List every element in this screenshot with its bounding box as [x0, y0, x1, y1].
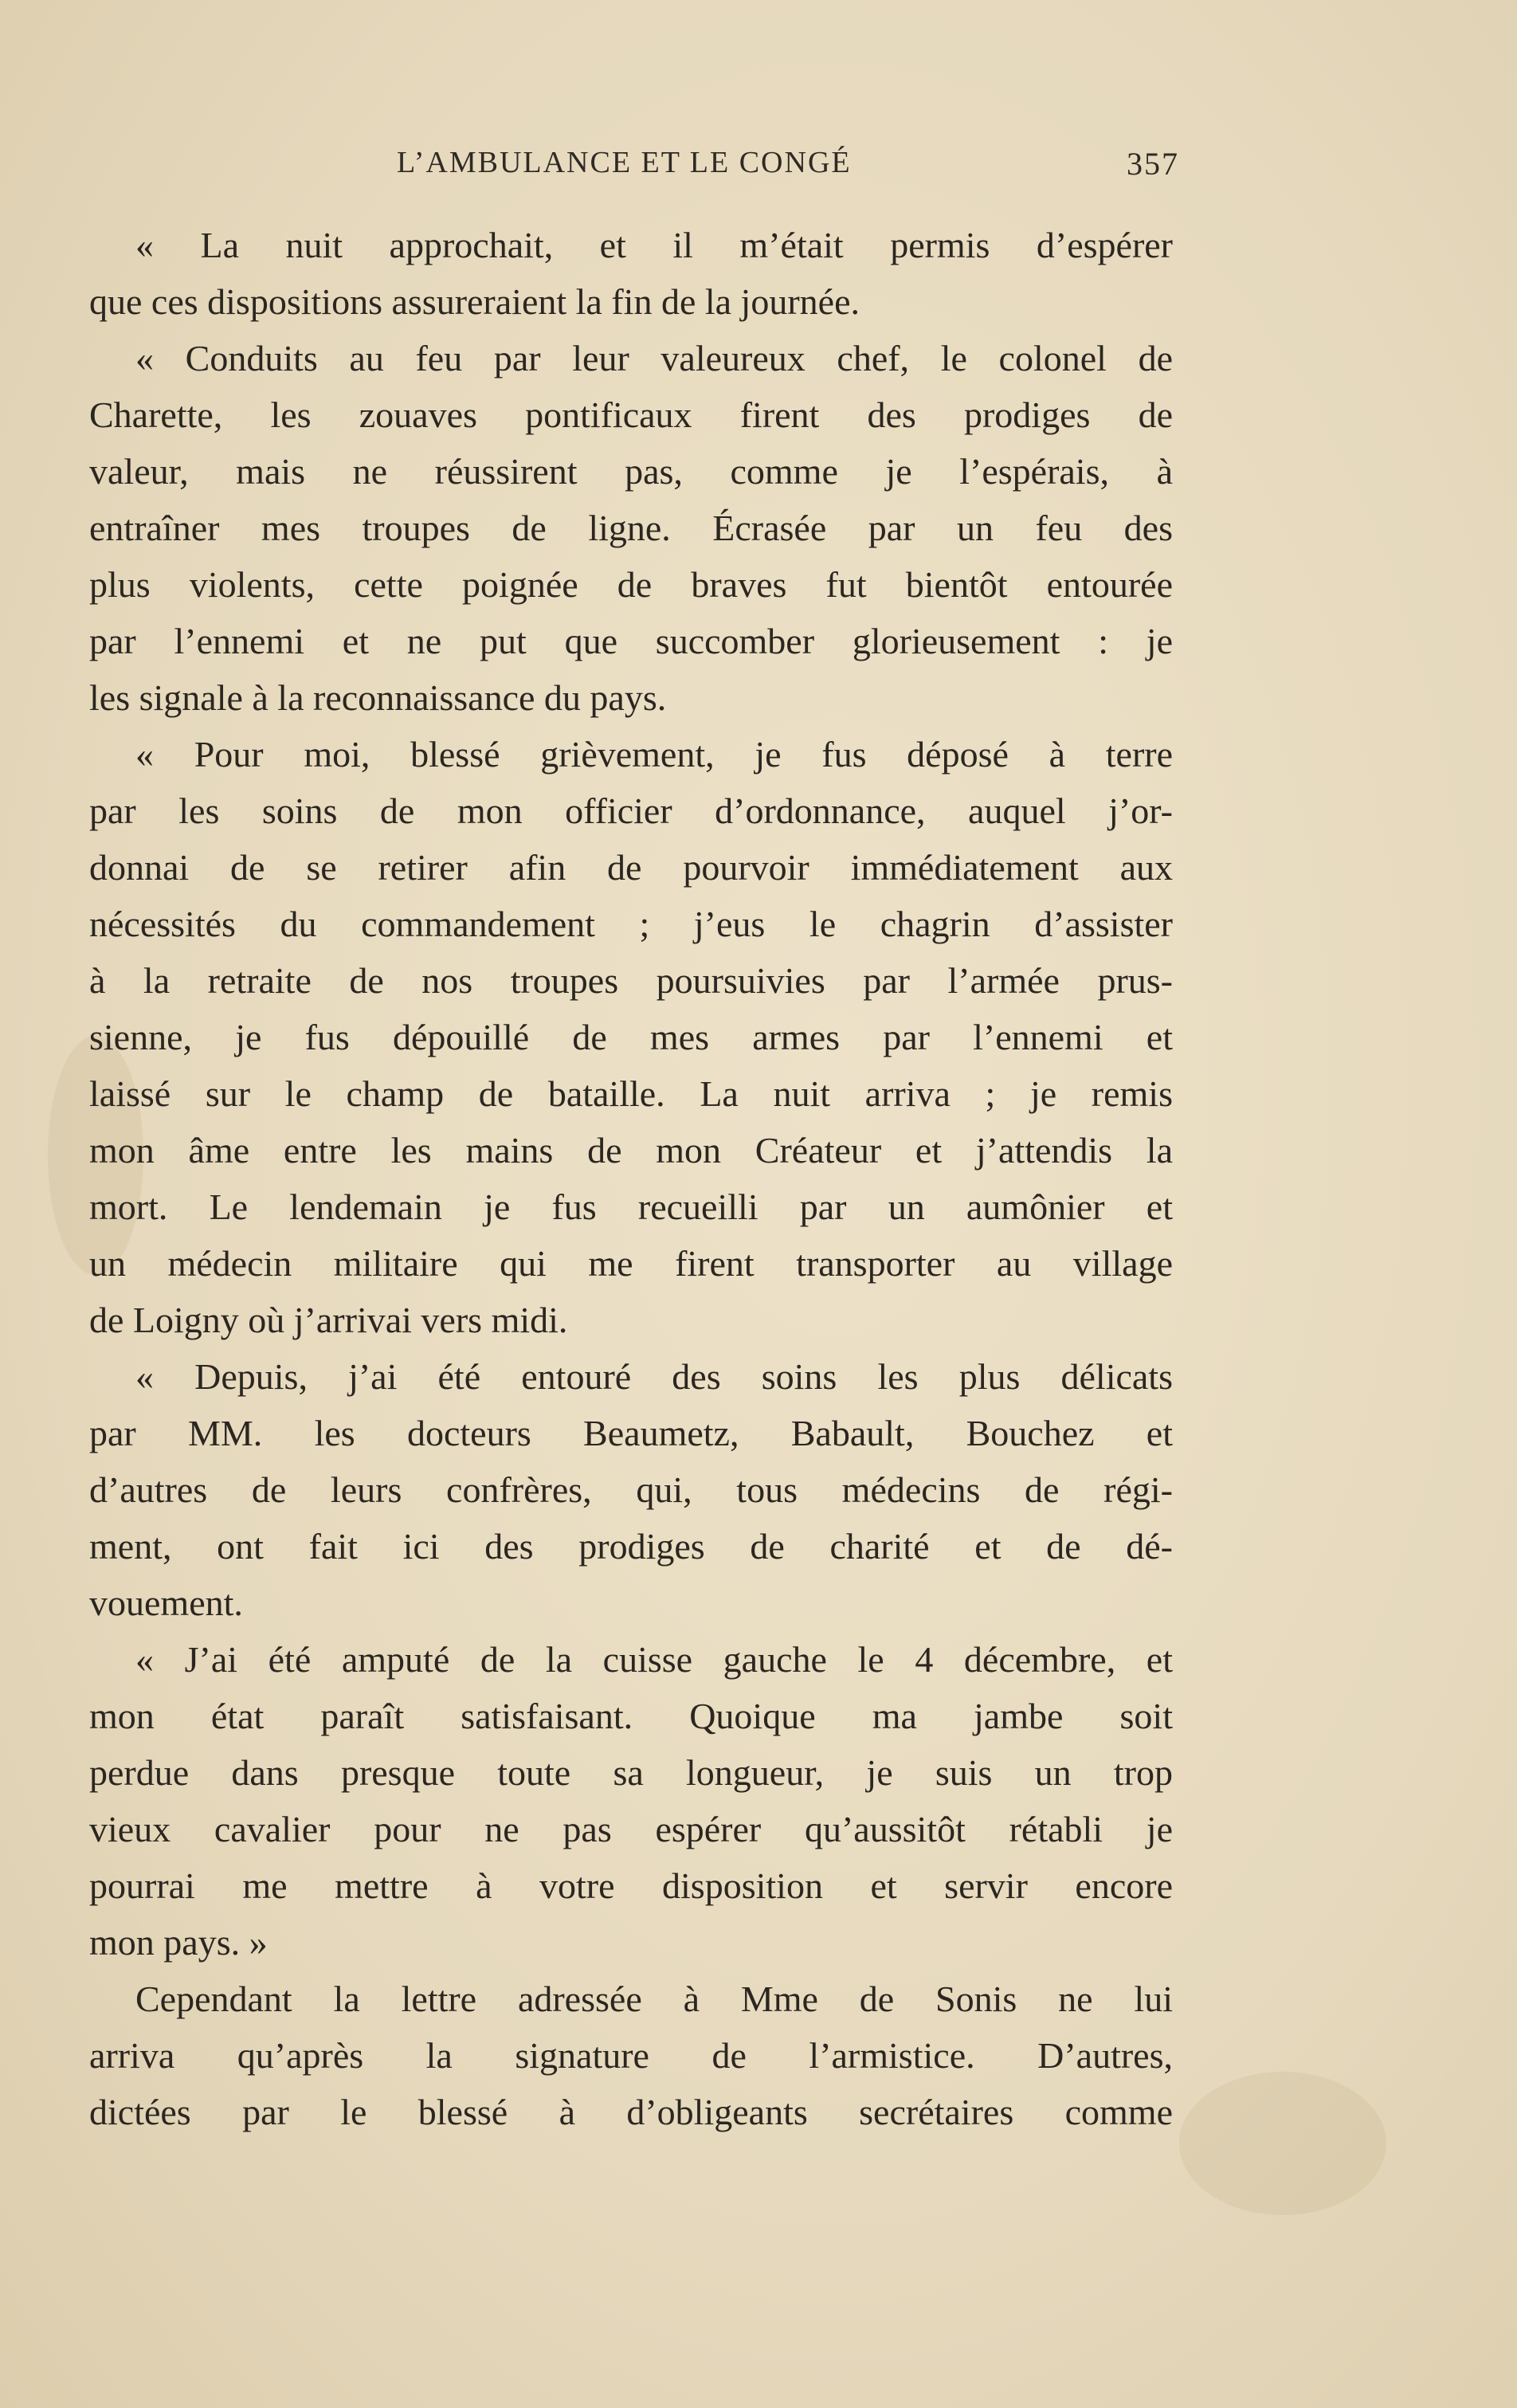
text-line: dictées par le blessé à d’obligeants secrétaires comme	[89, 2092, 1173, 2132]
text-line: pourrai me mettre à votre disposition et servir encore	[89, 1865, 1173, 1906]
text-line: Cependant la lettre adressée à Mme de Sonis ne lui	[135, 1979, 1173, 2019]
text-line: mon âme entre les mains de mon Créateur et j’attendis la	[89, 1130, 1173, 1171]
text-line: les signale à la reconnaissance du pays.	[89, 677, 667, 718]
text-line: « La nuit approchait, et il m’était permis d’espérer	[135, 225, 1173, 265]
text-line: nécessités du commandement ; j’eus le chagrin d’assister	[89, 904, 1173, 944]
text-line: « Conduits au feu par leur valeureux chef, le colonel de	[135, 338, 1173, 378]
text-line: que ces dispositions assureraient la fin de la journée.	[89, 281, 860, 322]
text-line: donnai de se retirer afin de pourvoir immédiatement aux	[89, 847, 1173, 888]
text-line: Charette, les zouaves pontificaux firent des prodiges de	[89, 394, 1173, 435]
text-line: « Depuis, j’ai été entouré des soins les plus délicats	[135, 1356, 1173, 1397]
text-line: de Loigny où j’arrivai vers midi.	[89, 1300, 568, 1340]
page-number: 357	[1127, 146, 1179, 182]
text-line: valeur, mais ne réussirent pas, comme je l’espérais, à	[89, 451, 1173, 492]
text-line: par les soins de mon officier d’ordonnance, auquel j’or-	[89, 790, 1173, 831]
text-line: mon état paraît satisfaisant. Quoique ma jambe soit	[89, 1696, 1173, 1736]
text-line: ment, ont fait ici des prodiges de charité et de dé-	[89, 1526, 1173, 1567]
text-line: plus violents, cette poignée de braves fut bientôt entourée	[89, 564, 1173, 605]
text-line: par MM. les docteurs Beaumetz, Babault, Bouchez et	[89, 1413, 1173, 1453]
text-line: sienne, je fus dépouillé de mes armes par l’ennemi et	[89, 1017, 1173, 1057]
text-line: vouement.	[89, 1582, 243, 1623]
running-title: L’AMBULANCE ET LE CONGÉ	[397, 146, 852, 179]
text-line: mort. Le lendemain je fus recueilli par un aumônier et	[89, 1186, 1173, 1227]
page-header	[88, 145, 1179, 193]
text-line: à la retraite de nos troupes poursuivies par l’armée prus-	[89, 960, 1173, 1001]
text-line: laissé sur le champ de bataille. La nuit arriva ; je remis	[89, 1073, 1173, 1114]
text-line: perdue dans presque toute sa longueur, je suis un trop	[89, 1752, 1173, 1793]
text-line: d’autres de leurs confrères, qui, tous médecins de régi-	[89, 1469, 1173, 1510]
text-line: « Pour moi, blessé grièvement, je fus déposé à terre	[135, 734, 1173, 775]
paper-stain	[1179, 2072, 1386, 2215]
text-line: un médecin militaire qui me firent transporter au village	[89, 1243, 1173, 1284]
body-text	[89, 217, 1173, 2140]
text-line: mon pays. »	[89, 1922, 268, 1963]
text-line: « J’ai été amputé de la cuisse gauche le 4 décembre, et	[135, 1639, 1173, 1680]
text-line: par l’ennemi et ne put que succomber glorieusement : je	[89, 621, 1173, 661]
text-line: arriva qu’après la signature de l’armistice. D’autres,	[89, 2035, 1173, 2076]
text-line: entraîner mes troupes de ligne. Écrasée par un feu des	[89, 508, 1173, 548]
text-line: vieux cavalier pour ne pas espérer qu’aussitôt rétabli je	[89, 1809, 1173, 1849]
